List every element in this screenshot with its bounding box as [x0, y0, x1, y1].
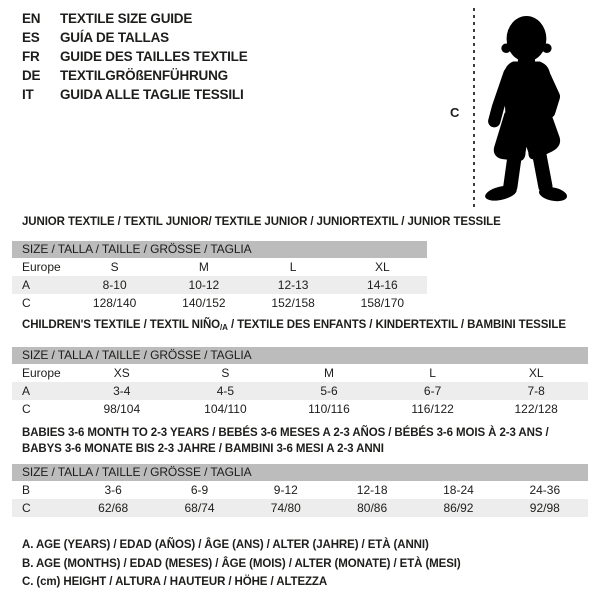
- height-measure-line: [473, 8, 475, 207]
- row-label: A: [22, 384, 31, 398]
- table-cell: 98/104: [103, 402, 141, 416]
- table-row: [12, 294, 427, 312]
- language-code: EN: [22, 11, 41, 26]
- table-title-segment: CHILDREN'S TEXTILE / TEXTIL NIÑO: [22, 319, 221, 331]
- language-label: GUIDE DES TAILLES TEXTILE: [60, 49, 248, 64]
- footnote-line: B. AGE (MONTHS) / EDAD (MESES) / ÂGE (MOIS) / ALTER (MONATE) / ETÀ (MESI): [22, 557, 461, 570]
- language-code: ES: [22, 30, 40, 45]
- table-cell: XS: [113, 366, 130, 380]
- table-title-children: [22, 317, 566, 336]
- table-cell: 116/122: [411, 402, 454, 416]
- table-cell: 92/98: [529, 501, 560, 515]
- language-label: GUIDA ALLE TAGLIE TESSILI: [60, 87, 244, 102]
- table-cell: XL: [528, 366, 544, 380]
- table-cell: S: [110, 260, 119, 274]
- table-cell: 8-10: [102, 278, 127, 292]
- table-row: [12, 481, 588, 499]
- row-label: C: [22, 402, 31, 416]
- table-title-segment: BABYS 3-6 MONATE BIS 2-3 JAHRE / BAMBINI 3-6 MESI A 2-3 ANNI: [22, 443, 384, 455]
- size-table-junior: [12, 241, 427, 312]
- table-cell: 74/80: [270, 501, 301, 515]
- table-cell: 7-8: [527, 384, 545, 398]
- table-title-junior: [22, 214, 501, 230]
- table-cell: 86/92: [443, 501, 474, 515]
- toddler-silhouette-icon: [481, 8, 571, 206]
- table-cell: 12-13: [277, 278, 309, 292]
- size-header-bar: [12, 347, 588, 364]
- table-cell: 5-6: [320, 384, 338, 398]
- table-row: [12, 382, 588, 400]
- row-label: A: [22, 278, 31, 292]
- language-label: TEXTILE SIZE GUIDE: [60, 11, 193, 26]
- table-row: [12, 499, 588, 517]
- table-title-segment: BABIES 3-6 MONTH TO 2-3 YEARS / BEBÉS 3-6 MESES A 2-3 AÑOS / BÉBÉS 3-6 MOIS À 2-3 ANS /: [22, 427, 549, 439]
- table-row: [12, 258, 427, 276]
- language-code: IT: [22, 87, 34, 102]
- table-cell: 24-36: [529, 483, 561, 497]
- table-cell: 14-16: [367, 278, 398, 292]
- size-header-label: SIZE / TALLA / TAILLE / GRÖSSE / TAGLIA: [22, 465, 252, 479]
- table-row: [12, 276, 427, 294]
- language-row: [22, 85, 248, 104]
- row-label: B: [22, 483, 31, 497]
- table-title-babies: [22, 425, 549, 457]
- size-header-bar: [12, 464, 588, 481]
- language-row: [22, 66, 248, 85]
- table-title-segment: / TEXTILE DES ENFANTS / KINDERTEXTIL / BAMBINI TESSILE: [227, 319, 566, 331]
- row-label: Europe: [22, 366, 61, 380]
- height-marker-label: C: [450, 105, 460, 120]
- language-code: FR: [22, 49, 40, 64]
- table-cell: L: [289, 260, 297, 274]
- table-cell: 122/128: [514, 402, 558, 416]
- language-label: TEXTILGRÖßENFÜHRUNG: [60, 68, 228, 83]
- table-cell: 110/116: [308, 402, 350, 416]
- size-table-babies: [12, 464, 588, 517]
- table-cell: 3-6: [104, 483, 122, 497]
- table-cell: 12-18: [356, 483, 388, 497]
- table-cell: 3-4: [113, 384, 131, 398]
- size-table-children: [12, 347, 588, 418]
- table-title-segment: JUNIOR TEXTILE / TEXTIL JUNIOR/ TEXTILE JUNIOR / JUNIORTEXTIL / JUNIOR TESSILE: [22, 216, 501, 228]
- footnotes: [22, 536, 461, 592]
- row-label: C: [22, 501, 31, 515]
- language-label: GUÍA DE TALLAS: [60, 30, 169, 45]
- language-row: [22, 47, 248, 66]
- table-cell: 128/140: [92, 296, 137, 310]
- table-cell: 62/68: [98, 501, 129, 515]
- row-label: Europe: [22, 260, 61, 274]
- table-cell: 104/110: [204, 402, 247, 416]
- table-row: [12, 400, 588, 418]
- table-cell: 9-12: [273, 483, 298, 497]
- size-header-label: SIZE / TALLA / TAILLE / GRÖSSE / TAGLIA: [22, 348, 252, 362]
- row-label: C: [22, 296, 31, 310]
- table-row: [12, 364, 588, 382]
- table-cell: 68/74: [184, 501, 215, 515]
- table-cell: 18-24: [443, 483, 474, 497]
- language-list: [22, 9, 248, 104]
- table-cell: XL: [375, 260, 390, 274]
- table-cell: 80/86: [357, 501, 388, 515]
- table-rows: [12, 481, 588, 517]
- table-cell: 10-12: [188, 278, 220, 292]
- table-cell: M: [323, 366, 334, 380]
- table-rows: [12, 364, 588, 418]
- table-cell: 6-9: [190, 483, 209, 497]
- table-cell: L: [429, 366, 436, 380]
- table-cell: M: [198, 260, 209, 274]
- footnote-line: C. (cm) HEIGHT / ALTURA / HAUTEUR / HÖHE / ALTEZZA: [22, 576, 328, 588]
- table-cell: 158/170: [360, 296, 405, 310]
- language-code: DE: [22, 68, 41, 83]
- footnote-line: A. AGE (YEARS) / EDAD (AÑOS) / ÂGE (ANS) / ALTER (JAHRE) / ETÀ (ANNI): [22, 539, 429, 551]
- table-cell: 4-5: [216, 384, 235, 398]
- size-header-label: SIZE / TALLA / TAILLE / GRÖSSE / TAGLIA: [22, 242, 252, 256]
- table-cell: S: [221, 366, 230, 380]
- table-cell: 152/158: [271, 296, 315, 310]
- table-cell: 140/152: [182, 296, 226, 310]
- table-title-segment: /A: [220, 323, 228, 332]
- table-cell: 6-7: [423, 384, 442, 398]
- language-row: [22, 28, 248, 47]
- table-rows: [12, 258, 427, 312]
- size-header-bar: [12, 241, 427, 258]
- language-row: [22, 9, 248, 28]
